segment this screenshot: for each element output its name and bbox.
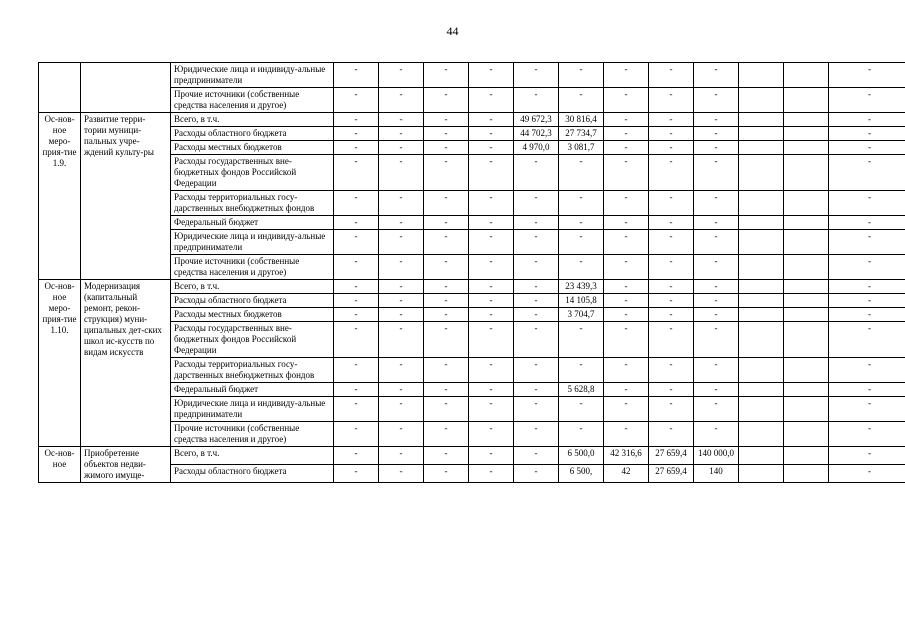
value-cell: -: [649, 141, 694, 155]
value-cell: -: [514, 308, 559, 322]
value-cell: 44 702,3: [514, 127, 559, 141]
value-cell: -: [694, 397, 739, 422]
value-cell: -: [469, 88, 514, 113]
value-cell: -: [559, 422, 604, 447]
value-cell: -: [379, 141, 424, 155]
value-cell: 42 316,6: [604, 447, 649, 465]
value-cell: -: [334, 191, 379, 216]
value-cell: -: [559, 397, 604, 422]
value-cell: -: [829, 280, 905, 294]
value-cell: -: [334, 383, 379, 397]
value-cell: -: [649, 422, 694, 447]
value-cell: -: [694, 88, 739, 113]
value-cell: [784, 141, 829, 155]
value-cell: -: [379, 422, 424, 447]
value-cell: -: [334, 63, 379, 88]
value-cell: -: [379, 230, 424, 255]
value-cell: -: [514, 322, 559, 358]
funding-source-cell: Расходы государственных вне-бюджетных фондов Российской Федерации: [171, 322, 334, 358]
value-cell: -: [469, 422, 514, 447]
value-cell: -: [649, 383, 694, 397]
value-cell: 140: [694, 465, 739, 483]
value-cell: 30 816,4: [559, 113, 604, 127]
value-cell: -: [604, 127, 649, 141]
value-cell: -: [649, 63, 694, 88]
value-cell: -: [604, 113, 649, 127]
value-cell: -: [424, 88, 469, 113]
value-cell: [784, 294, 829, 308]
funding-source-cell: Расходы областного бюджета: [171, 294, 334, 308]
value-cell: -: [469, 358, 514, 383]
value-cell: 27 659,4: [649, 447, 694, 465]
value-cell: -: [424, 63, 469, 88]
value-cell: -: [379, 255, 424, 280]
value-cell: -: [604, 216, 649, 230]
value-cell: 49 672,3: [514, 113, 559, 127]
value-cell: -: [424, 255, 469, 280]
value-cell: -: [469, 322, 514, 358]
value-cell: -: [649, 155, 694, 191]
table-row: [39, 113, 905, 127]
value-cell: -: [424, 447, 469, 465]
value-cell: [739, 280, 784, 294]
value-cell: -: [649, 88, 694, 113]
funding-source-cell: Прочие источники (собственные средства населения и другое): [171, 255, 334, 280]
value-cell: -: [334, 88, 379, 113]
value-cell: -: [604, 397, 649, 422]
funding-source-cell: Расходы местных бюджетов: [171, 308, 334, 322]
value-cell: -: [379, 322, 424, 358]
value-cell: -: [469, 216, 514, 230]
value-cell: -: [469, 127, 514, 141]
value-cell: -: [334, 230, 379, 255]
value-cell: -: [424, 397, 469, 422]
value-cell: -: [829, 322, 905, 358]
value-cell: [784, 216, 829, 230]
value-cell: -: [649, 280, 694, 294]
value-cell: 14 105,8: [559, 294, 604, 308]
value-cell: [739, 88, 784, 113]
value-cell: -: [829, 294, 905, 308]
value-cell: -: [649, 255, 694, 280]
value-cell: -: [469, 294, 514, 308]
value-cell: -: [379, 127, 424, 141]
value-cell: -: [334, 447, 379, 465]
value-cell: -: [604, 422, 649, 447]
value-cell: -: [334, 397, 379, 422]
value-cell: -: [649, 216, 694, 230]
value-cell: 27 659,4: [649, 465, 694, 483]
value-cell: 3 081,7: [559, 141, 604, 155]
value-cell: -: [604, 383, 649, 397]
value-cell: [739, 308, 784, 322]
value-cell: -: [604, 88, 649, 113]
value-cell: -: [424, 155, 469, 191]
value-cell: 3 704,7: [559, 308, 604, 322]
value-cell: -: [469, 113, 514, 127]
value-cell: -: [424, 294, 469, 308]
value-cell: [739, 383, 784, 397]
table-row: [39, 63, 905, 88]
value-cell: -: [829, 255, 905, 280]
value-cell: -: [424, 141, 469, 155]
budget-table-body: [39, 63, 905, 483]
funding-source-cell: Юридические лица и индивиду-альные предприниматели: [171, 397, 334, 422]
table-row: [39, 447, 905, 465]
value-cell: -: [829, 88, 905, 113]
value-cell: -: [514, 383, 559, 397]
value-cell: -: [694, 280, 739, 294]
value-cell: -: [694, 294, 739, 308]
value-cell: -: [334, 113, 379, 127]
page-number: 44: [446, 24, 459, 38]
funding-source-cell: Всего, в т.ч.: [171, 447, 334, 465]
value-cell: -: [424, 230, 469, 255]
value-cell: -: [469, 141, 514, 155]
value-cell: -: [559, 230, 604, 255]
value-cell: -: [694, 141, 739, 155]
value-cell: [739, 465, 784, 483]
event-name-cell: Модернизация (капитальный ремонт, рекон-струкция) муни-ципальных дет-ских школ ис-кусств по видам искусств: [81, 280, 171, 447]
value-cell: -: [694, 383, 739, 397]
value-cell: -: [469, 191, 514, 216]
value-cell: [784, 191, 829, 216]
value-cell: [739, 155, 784, 191]
value-cell: -: [604, 141, 649, 155]
value-cell: -: [604, 230, 649, 255]
funding-source-cell: Прочие источники (собственные средства населения и другое): [171, 422, 334, 447]
value-cell: -: [649, 358, 694, 383]
value-cell: -: [649, 294, 694, 308]
value-cell: [784, 465, 829, 483]
value-cell: -: [604, 280, 649, 294]
value-cell: -: [424, 322, 469, 358]
funding-source-cell: Всего, в т.ч.: [171, 280, 334, 294]
value-cell: [784, 127, 829, 141]
value-cell: [739, 397, 784, 422]
value-cell: -: [829, 358, 905, 383]
value-cell: -: [694, 422, 739, 447]
value-cell: -: [424, 358, 469, 383]
value-cell: -: [604, 191, 649, 216]
value-cell: -: [649, 191, 694, 216]
funding-source-cell: Юридические лица и индивиду-альные предприниматели: [171, 63, 334, 88]
value-cell: -: [379, 308, 424, 322]
value-cell: -: [424, 191, 469, 216]
value-cell: [739, 63, 784, 88]
value-cell: -: [649, 322, 694, 358]
value-cell: -: [829, 127, 905, 141]
value-cell: -: [829, 397, 905, 422]
funding-source-cell: Прочие источники (собственные средства населения и другое): [171, 88, 334, 113]
value-cell: -: [604, 63, 649, 88]
value-cell: -: [829, 422, 905, 447]
value-cell: -: [379, 358, 424, 383]
value-cell: -: [514, 358, 559, 383]
value-cell: -: [829, 155, 905, 191]
value-cell: [739, 191, 784, 216]
value-cell: [784, 308, 829, 322]
value-cell: 23 439,3: [559, 280, 604, 294]
value-cell: 6 500,: [559, 465, 604, 483]
value-cell: -: [334, 155, 379, 191]
value-cell: -: [379, 294, 424, 308]
value-cell: -: [469, 465, 514, 483]
value-cell: -: [424, 422, 469, 447]
value-cell: -: [559, 216, 604, 230]
value-cell: [784, 397, 829, 422]
value-cell: -: [559, 322, 604, 358]
value-cell: -: [559, 358, 604, 383]
value-cell: [784, 88, 829, 113]
value-cell: -: [469, 63, 514, 88]
value-cell: [739, 216, 784, 230]
funding-source-cell: Расходы местных бюджетов: [171, 141, 334, 155]
value-cell: [784, 447, 829, 465]
funding-source-cell: Всего, в т.ч.: [171, 113, 334, 127]
value-cell: -: [829, 465, 905, 483]
value-cell: -: [829, 191, 905, 216]
event-name-cell: Приобретение объектов недви-жимого имуще-: [81, 447, 171, 483]
value-cell: [784, 113, 829, 127]
value-cell: -: [334, 141, 379, 155]
value-cell: 4 970,0: [514, 141, 559, 155]
value-cell: [784, 422, 829, 447]
value-cell: -: [469, 447, 514, 465]
value-cell: [739, 422, 784, 447]
value-cell: -: [334, 358, 379, 383]
value-cell: -: [604, 255, 649, 280]
value-cell: -: [829, 447, 905, 465]
value-cell: -: [424, 383, 469, 397]
value-cell: [784, 230, 829, 255]
value-cell: -: [334, 294, 379, 308]
value-cell: -: [694, 358, 739, 383]
value-cell: -: [424, 308, 469, 322]
value-cell: -: [829, 141, 905, 155]
table-row: [39, 280, 905, 294]
value-cell: -: [829, 113, 905, 127]
value-cell: -: [514, 155, 559, 191]
value-cell: -: [514, 397, 559, 422]
value-cell: -: [514, 88, 559, 113]
value-cell: -: [604, 322, 649, 358]
value-cell: -: [334, 280, 379, 294]
value-cell: -: [334, 255, 379, 280]
value-cell: [739, 230, 784, 255]
value-cell: -: [514, 422, 559, 447]
value-cell: -: [694, 308, 739, 322]
value-cell: -: [829, 383, 905, 397]
value-cell: -: [379, 447, 424, 465]
value-cell: -: [469, 255, 514, 280]
value-cell: -: [694, 255, 739, 280]
value-cell: -: [334, 308, 379, 322]
value-cell: [739, 127, 784, 141]
value-cell: -: [559, 191, 604, 216]
value-cell: -: [514, 465, 559, 483]
value-cell: [739, 322, 784, 358]
event-number-cell: Ос-нов-ное меро-прия-тие 1.9.: [39, 113, 81, 280]
value-cell: -: [334, 127, 379, 141]
value-cell: -: [829, 63, 905, 88]
value-cell: -: [559, 63, 604, 88]
budget-table: [38, 62, 905, 483]
value-cell: -: [379, 465, 424, 483]
value-cell: -: [424, 280, 469, 294]
value-cell: -: [469, 230, 514, 255]
value-cell: -: [514, 447, 559, 465]
value-cell: -: [559, 88, 604, 113]
value-cell: -: [694, 127, 739, 141]
funding-source-cell: Расходы территориальных госу-дарственных внебюджетных фондов: [171, 191, 334, 216]
value-cell: -: [694, 63, 739, 88]
value-cell: [739, 358, 784, 383]
value-cell: -: [694, 191, 739, 216]
value-cell: -: [334, 216, 379, 230]
value-cell: [739, 294, 784, 308]
value-cell: -: [379, 397, 424, 422]
value-cell: -: [379, 155, 424, 191]
funding-source-cell: Федеральный бюджет: [171, 383, 334, 397]
value-cell: -: [469, 308, 514, 322]
value-cell: -: [379, 216, 424, 230]
value-cell: -: [469, 155, 514, 191]
value-cell: -: [649, 113, 694, 127]
value-cell: -: [469, 280, 514, 294]
value-cell: -: [649, 230, 694, 255]
value-cell: -: [514, 294, 559, 308]
value-cell: -: [334, 422, 379, 447]
value-cell: [784, 255, 829, 280]
value-cell: -: [694, 155, 739, 191]
value-cell: -: [424, 216, 469, 230]
value-cell: -: [694, 230, 739, 255]
value-cell: -: [694, 322, 739, 358]
value-cell: [784, 280, 829, 294]
value-cell: -: [649, 308, 694, 322]
value-cell: -: [469, 383, 514, 397]
value-cell: 5 628,8: [559, 383, 604, 397]
value-cell: -: [379, 88, 424, 113]
value-cell: -: [604, 308, 649, 322]
value-cell: -: [514, 63, 559, 88]
value-cell: 140 000,0: [694, 447, 739, 465]
value-cell: -: [559, 255, 604, 280]
value-cell: 27 734,7: [559, 127, 604, 141]
value-cell: -: [379, 280, 424, 294]
value-cell: [739, 255, 784, 280]
event-number-cell: [39, 63, 81, 113]
value-cell: -: [424, 113, 469, 127]
value-cell: -: [649, 397, 694, 422]
value-cell: -: [379, 113, 424, 127]
event-name-cell: Развитие терри-тории муници-пальных учре-ждений культу-ры: [81, 113, 171, 280]
value-cell: [784, 383, 829, 397]
funding-source-cell: Расходы государственных вне-бюджетных фондов Российской Федерации: [171, 155, 334, 191]
value-cell: -: [424, 127, 469, 141]
value-cell: [739, 141, 784, 155]
funding-source-cell: Расходы территориальных госу-дарственных внебюджетных фондов: [171, 358, 334, 383]
value-cell: 42: [604, 465, 649, 483]
value-cell: [739, 447, 784, 465]
value-cell: -: [514, 280, 559, 294]
value-cell: -: [379, 63, 424, 88]
value-cell: -: [694, 113, 739, 127]
value-cell: -: [694, 216, 739, 230]
value-cell: -: [469, 397, 514, 422]
value-cell: [784, 322, 829, 358]
value-cell: -: [829, 216, 905, 230]
value-cell: -: [334, 465, 379, 483]
value-cell: -: [604, 155, 649, 191]
value-cell: -: [379, 191, 424, 216]
value-cell: -: [514, 216, 559, 230]
value-cell: -: [379, 383, 424, 397]
value-cell: -: [424, 465, 469, 483]
event-number-cell: Ос-нов-ное: [39, 447, 81, 483]
value-cell: [739, 113, 784, 127]
value-cell: -: [334, 322, 379, 358]
funding-source-cell: Расходы областного бюджета: [171, 465, 334, 483]
value-cell: -: [514, 255, 559, 280]
value-cell: [784, 155, 829, 191]
value-cell: -: [559, 155, 604, 191]
value-cell: -: [604, 358, 649, 383]
value-cell: [784, 63, 829, 88]
funding-source-cell: Федеральный бюджет: [171, 216, 334, 230]
funding-source-cell: Расходы областного бюджета: [171, 127, 334, 141]
value-cell: -: [829, 230, 905, 255]
value-cell: -: [514, 230, 559, 255]
value-cell: -: [604, 294, 649, 308]
value-cell: 6 500,0: [559, 447, 604, 465]
value-cell: [784, 358, 829, 383]
event-name-cell: [81, 63, 171, 113]
value-cell: -: [829, 308, 905, 322]
funding-source-cell: Юридические лица и индивиду-альные предприниматели: [171, 230, 334, 255]
value-cell: -: [514, 191, 559, 216]
value-cell: -: [649, 127, 694, 141]
event-number-cell: Ос-нов-ное меро-прия-тие 1.10.: [39, 280, 81, 447]
